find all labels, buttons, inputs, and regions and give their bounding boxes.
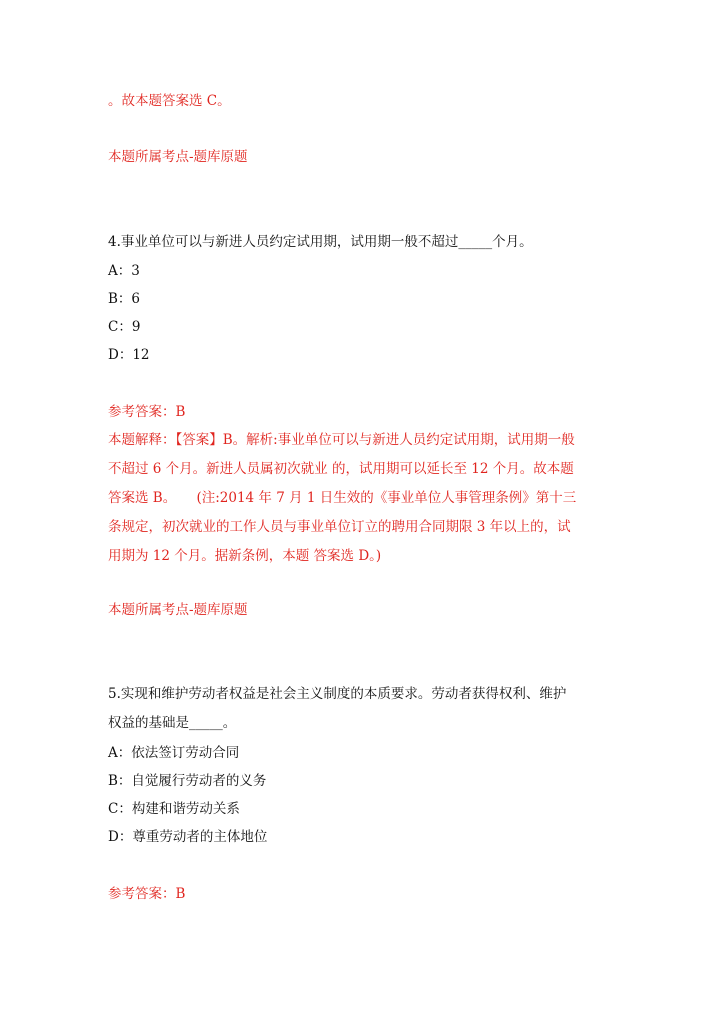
source-note: 本题所属考点-题库原题 — [108, 602, 248, 618]
option-a: A：依法签订劳动合同 — [108, 745, 240, 761]
explanation-line: 用期为 12 个月。据新条例，本题 答案选 D。) — [108, 548, 382, 564]
option-b: B：6 — [108, 291, 141, 307]
explanation-paragraph — [108, 426, 616, 571]
option-c: C：9 — [108, 319, 141, 335]
option-b: B：自觉履行劳动者的义务 — [108, 773, 267, 789]
question-4-text: 4.事业单位可以与新进人员约定试用期，试用期一般不超过_____个月。 — [108, 234, 533, 250]
question-line: 权益的基础是_____。 — [108, 715, 237, 731]
previous-answer-tail: 。故本题答案选 C。 — [108, 93, 231, 109]
explanation-line: 条规定，初次就业的工作人员与事业单位订立的聘用合同期限 3 年以上的，试 — [108, 519, 571, 535]
option-c: C：构建和谐劳动关系 — [108, 801, 240, 817]
answer-label: 参考答案：B — [108, 886, 186, 902]
explanation-line: 答案选 B。 (注:2014 年 7 月 1 日生效的《事业单位人事管理条例》第十三 — [108, 490, 577, 506]
question-line: 5.实现和维护劳动者权益是社会主义制度的本质要求。劳动者获得权利、维护 — [108, 686, 567, 702]
answer-label: 参考答案：B — [108, 404, 186, 420]
explanation-line: 不超过 6 个月。新进人员属初次就业 的，试用期可以延长至 12 个月。故本题 — [108, 461, 574, 477]
question-5-text — [108, 680, 616, 738]
explanation-line: 本题解释：【答案】B。解析:事业单位可以与新进人员约定试用期，试用期一般 — [108, 432, 575, 448]
source-note: 本题所属考点-题库原题 — [108, 149, 248, 165]
option-d: D：尊重劳动者的主体地位 — [108, 829, 268, 845]
option-d: D：12 — [108, 347, 150, 363]
option-a: A：3 — [108, 263, 140, 279]
